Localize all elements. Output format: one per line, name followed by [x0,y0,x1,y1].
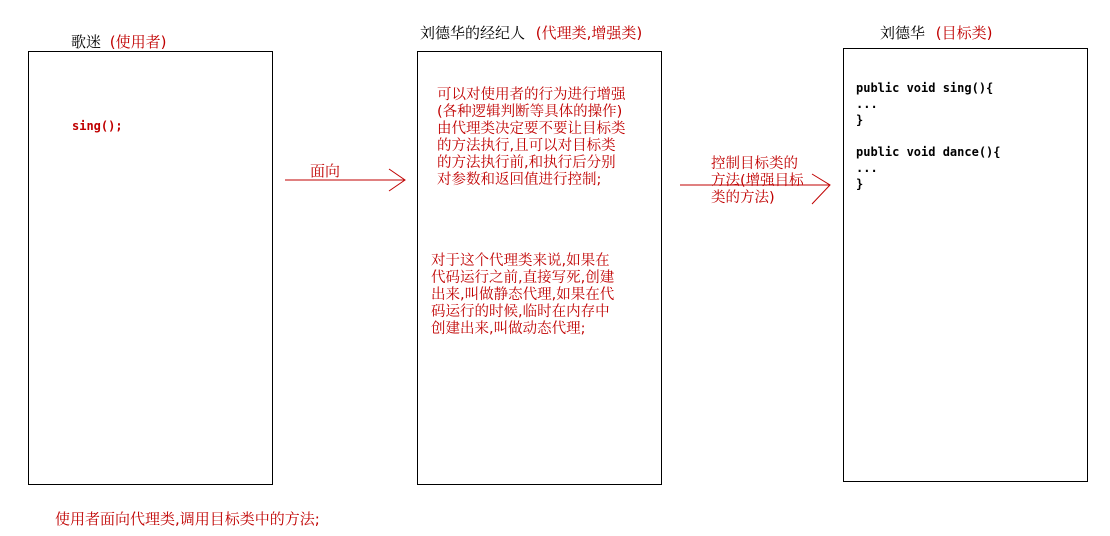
arrow-agent-to-target [680,173,835,207]
desc-line: 代码运行之前,直接写死,创建 [431,270,615,286]
desc-line: 对参数和返回值进行控制; [437,172,602,188]
target-code [856,80,1001,192]
agent-title-row [420,22,642,43]
arrow-fan-to-agent [285,168,410,192]
label-line: 方法(增强目标 [711,173,804,189]
target-role: (目标类) [935,24,993,42]
desc-line: 码运行的时候,临时在内存中 [431,304,610,320]
target-box [843,48,1088,482]
target-title: 刘德华 [880,24,926,42]
fan-title: 歌迷 [71,33,102,51]
code-line: } [856,177,864,191]
target-title-row [880,22,993,43]
code-line: ... [856,161,878,175]
fan-role: (使用者) [109,33,167,51]
agent-desc2 [431,253,661,338]
desc-line: 对于这个代理类来说,如果在 [431,253,610,269]
fan-code: sing(); [72,119,123,133]
code-line [856,128,1001,144]
fan-title-row [71,31,167,52]
code-line: ... [856,97,878,111]
desc-line: 可以对使用者的行为进行增强 [437,87,626,103]
code-line: public void dance(){ [856,145,1001,159]
code-line: } [856,113,864,127]
desc-line: 创建出来,叫做动态代理; [431,321,586,337]
code-line: public void sing(){ [856,81,994,95]
desc-line: 出来,叫做静态代理,如果在代 [431,287,615,303]
desc-line: (各种逻辑判断等具体的操作) [437,104,623,120]
agent-box [417,51,662,485]
agent-role: (代理类,增强类) [535,24,643,42]
desc-line: 的方法执行前,和执行后分别 [437,155,616,171]
label-line: 控制目标类的 [711,156,798,172]
agent-desc1 [437,87,663,189]
arrow1-label: 面向 [310,162,341,180]
label-line: 类的方法) [711,190,775,206]
footer-note: 使用者面向代理类,调用目标类中的方法; [55,510,320,528]
agent-title: 刘德华的经纪人 [420,24,526,42]
desc-line: 由代理类决定要不要让目标类 [437,121,626,137]
desc-line: 的方法执行,且可以对目标类 [437,138,616,154]
fan-box [28,51,273,485]
